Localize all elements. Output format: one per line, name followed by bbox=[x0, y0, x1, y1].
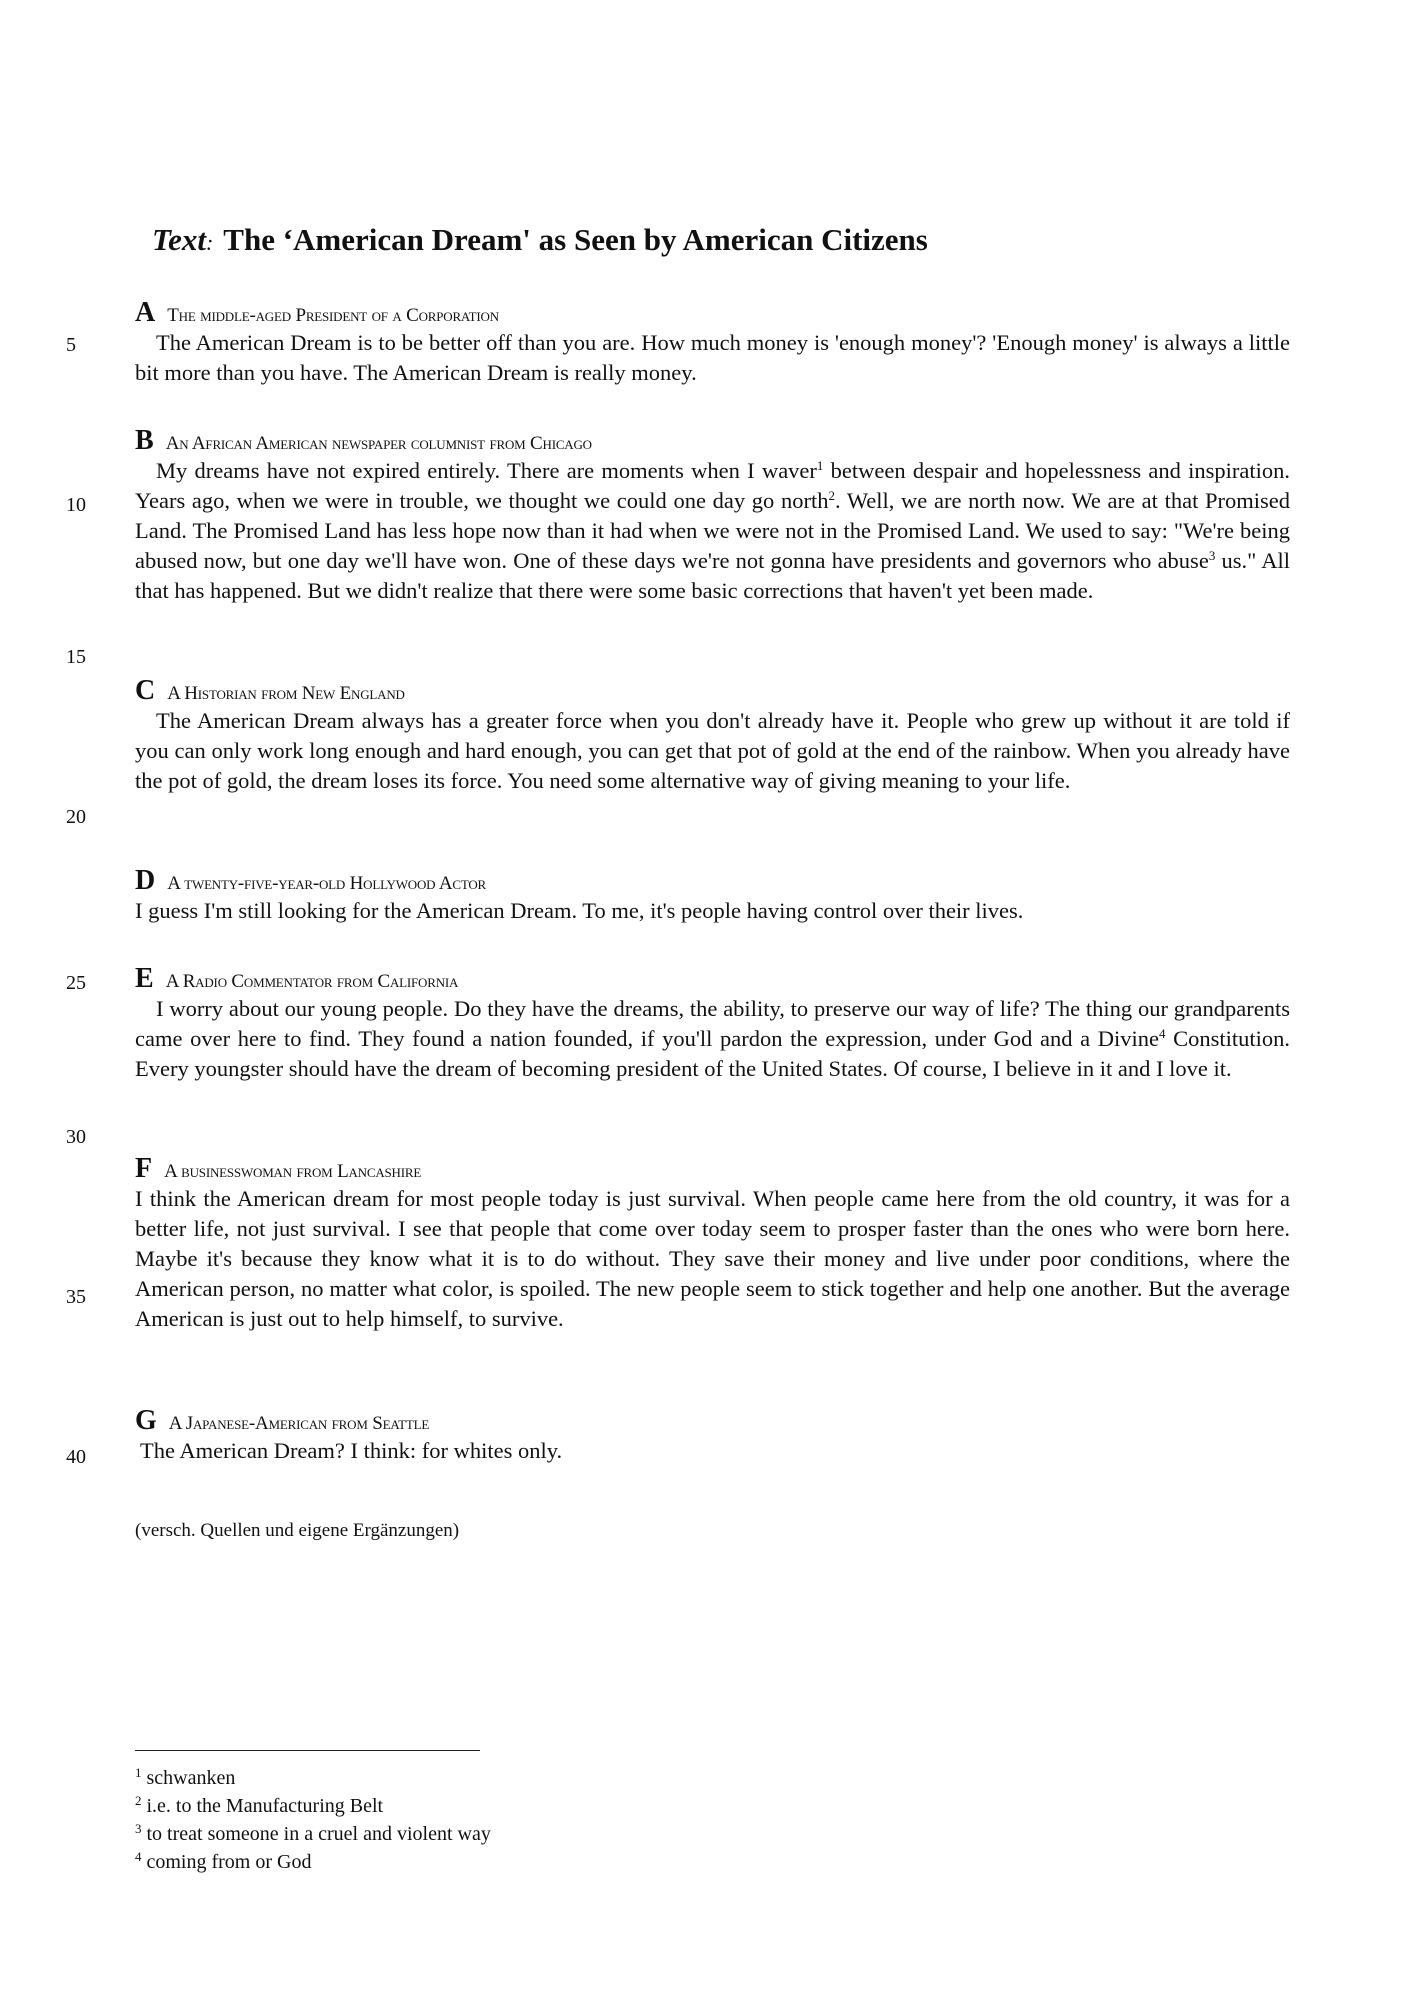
section-text: The American Dream is to be better off than you are. How much money is 'enough money'? 'Enough money' is always a little bit more than you have. The American Dream is really money. bbox=[135, 330, 1290, 385]
section-heading bbox=[135, 964, 1290, 994]
footnote-ref: 2 bbox=[828, 488, 835, 503]
section-letter: D bbox=[135, 865, 156, 896]
footnote-text: to treat someone in a cruel and violent way bbox=[146, 1823, 491, 1845]
section-speaker: A Japanese-American from Seattle bbox=[168, 1413, 430, 1434]
title-colon: : bbox=[205, 230, 214, 255]
source-note: (versch. Quellen und eigene Ergänzungen) bbox=[135, 1520, 460, 1541]
line-number: 15 bbox=[66, 646, 86, 668]
footnote-number: 4 bbox=[135, 1849, 142, 1864]
footnote-ref: 4 bbox=[1158, 1026, 1166, 1041]
footnote-number: 3 bbox=[135, 1821, 142, 1836]
line-number: 10 bbox=[66, 494, 86, 516]
text-part: My dreams have not expired entirely. There are moments when I waver bbox=[156, 458, 817, 483]
footnote-ref: 1 bbox=[816, 458, 824, 473]
title-label: Text bbox=[152, 222, 206, 257]
section-heading bbox=[135, 1406, 1290, 1436]
footnote-divider bbox=[135, 1750, 480, 1751]
text-part: between despair and hopelessness and inspiration. Years ago, when we were in trouble, we thought we could one day go north bbox=[135, 458, 1290, 513]
section-text bbox=[135, 456, 1290, 606]
section-a bbox=[135, 298, 1290, 388]
footnote-text: schwanken bbox=[146, 1767, 236, 1789]
section-text: I guess I'm still looking for the American Dream. To me, it's people having control over their lives. bbox=[135, 898, 1024, 923]
section-speaker: The middle-aged President of a Corporation bbox=[167, 305, 499, 326]
footnote-ref: 3 bbox=[1208, 548, 1216, 563]
section-speaker: A Historian from New England bbox=[167, 683, 405, 704]
section-letter: E bbox=[135, 963, 154, 994]
section-letter: C bbox=[135, 675, 156, 706]
footnote-number: 2 bbox=[135, 1793, 142, 1808]
section-text: The American Dream always has a greater force when you don't already have it. People who grew up without it are told if you can only work long enough and hard enough, you can get that pot of gold at the end of the rainbow. When you already have the pot of gold, the dream loses its force. You need some alternative way of giving meaning to your life. bbox=[135, 708, 1290, 793]
footnote-item bbox=[135, 1848, 491, 1876]
section-letter: G bbox=[135, 1405, 157, 1436]
line-number: 30 bbox=[66, 1126, 86, 1148]
section-heading bbox=[135, 298, 1290, 328]
text-part: us." All that has happened. But we didn't realize that there were some basic corrections that haven't yet been made. bbox=[135, 548, 1291, 603]
text-part: I worry about our young people. Do they have the dreams, the ability, to preserve our way of life? The thing our grandparents came over here to find. They found a nation founded, if you'll pardon the expression, under God and a Divine bbox=[135, 996, 1290, 1051]
section-g bbox=[135, 1406, 1290, 1466]
line-number: 5 bbox=[66, 334, 76, 356]
page-title bbox=[152, 220, 928, 263]
title-main: The ‘American Dream' as Seen by American Citizens bbox=[223, 222, 928, 257]
footnote-item bbox=[135, 1764, 491, 1792]
footnote-text: coming from or God bbox=[146, 1851, 312, 1873]
section-heading bbox=[135, 1154, 1290, 1184]
section-letter: B bbox=[135, 425, 154, 456]
section-letter: F bbox=[135, 1153, 153, 1184]
section-c bbox=[135, 676, 1290, 796]
section-text bbox=[135, 994, 1290, 1084]
section-text: The American Dream? I think: for whites only. bbox=[140, 1438, 563, 1463]
section-speaker: A businesswoman from Lancashire bbox=[164, 1161, 422, 1182]
section-d bbox=[135, 866, 1290, 926]
text-part: Constitution. Every youngster should have the dream of becoming president of the United States. Of course, I believe in it and I love it. bbox=[135, 1026, 1290, 1081]
section-speaker: A Radio Commentator from California bbox=[165, 971, 459, 992]
line-number: 25 bbox=[66, 972, 86, 994]
line-number: 35 bbox=[66, 1286, 86, 1308]
footnote-item bbox=[135, 1820, 491, 1848]
section-heading bbox=[135, 866, 1290, 896]
section-speaker: An African American newspaper columnist from Chicago bbox=[165, 433, 592, 454]
footnote-number: 1 bbox=[135, 1765, 142, 1780]
section-e bbox=[135, 964, 1290, 1084]
section-b bbox=[135, 426, 1290, 606]
section-heading bbox=[135, 676, 1290, 706]
footnote-text: i.e. to the Manufacturing Belt bbox=[146, 1795, 384, 1817]
section-speaker: A twenty-five-year-old Hollywood Actor bbox=[167, 873, 487, 894]
footnotes bbox=[135, 1764, 491, 1876]
footnote-item bbox=[135, 1792, 491, 1820]
line-number: 40 bbox=[66, 1446, 86, 1468]
section-f bbox=[135, 1154, 1290, 1334]
section-text: I think the American dream for most people today is just survival. When people came here from the old country, it was for a better life, not just survival. I see that people that come over today seem to prosper faster than the ones who were born here. Maybe it's because they know what it is to do without. They save their money and live under poor conditions, where the American person, no matter what color, is spoiled. The new people seem to stick together and help one another. But the average American is just out to help himself, to survive. bbox=[135, 1186, 1290, 1331]
section-heading bbox=[135, 426, 1290, 456]
section-letter: A bbox=[135, 297, 156, 328]
text-part: . Well, we are north now. We are at that Promised Land. The Promised Land has less hope now than it had when we were not in the Promised Land. We used to say: "We're being abused now, but one day we'll have won. One of these days we're not gonna have presidents and governors who abuse bbox=[135, 488, 1290, 573]
line-number: 20 bbox=[66, 806, 86, 828]
